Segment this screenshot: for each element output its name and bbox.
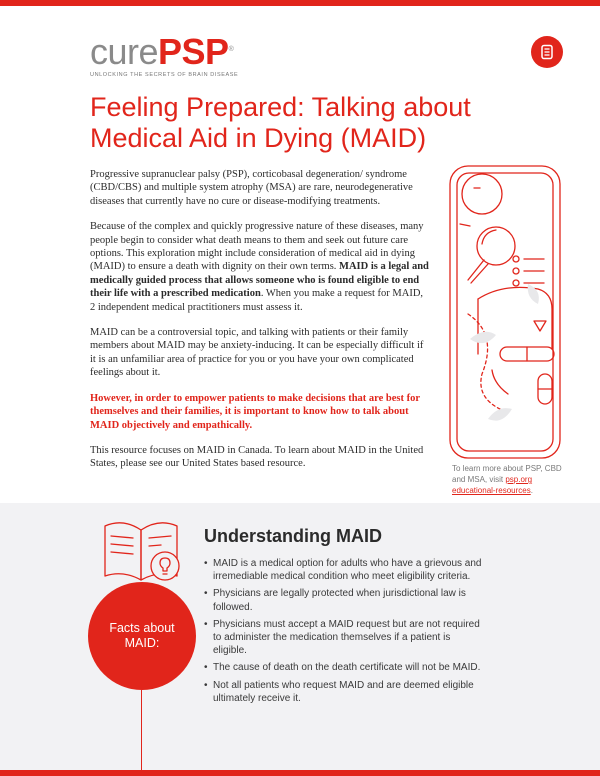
menu-button[interactable] <box>531 36 563 68</box>
list-item: • MAID is a medical option for adults who have a grievous and irremediable medical condition who meet eligibility criteria. <box>204 557 486 583</box>
facts-badge: Facts about MAID: <box>88 582 196 690</box>
list-item: • Physicians must accept a MAID request but are not required to administer the medication themselves if a patient is eligible. <box>204 618 486 658</box>
list-item: • Not all patients who request MAID and are deemed eligible ultimately receive it. <box>204 679 486 705</box>
bottom-accent-bar <box>0 770 600 776</box>
logo-tagline: UNLOCKING THE SECRETS OF BRAIN DISEASE <box>90 72 239 78</box>
top-accent-bar <box>0 0 600 6</box>
page-title: Feeling Prepared: Talking about Medical Aid in Dying (MAID) <box>90 92 471 153</box>
intro-paragraph-1: Progressive supranuclear palsy (PSP), corticobasal degeneration/ syndrome (CBD/CBS) and multiple system atrophy (MSA) are rare, neurodegenerative diseases that currently have no cure or disease-modifying treatments. <box>90 169 413 207</box>
list-item: • Physicians are legally protected when jurisdictional law is followed. <box>204 587 486 613</box>
list-item: • The cause of death on the death certificate will not be MAID. <box>204 661 486 674</box>
menu-icon <box>539 44 555 60</box>
educational-resources-link[interactable]: educational-resources <box>452 486 531 495</box>
facts-list <box>204 557 486 709</box>
side-note: To learn more about PSP, CBD and MSA, visit psp.org educational-resources. <box>452 464 562 495</box>
intro-paragraph-emphasis: However, in order to empower patients to make decisions that are best for themselves and their families, it is important to know how to talk about MAID objectively and empathically. <box>90 392 420 431</box>
intro-paragraph-3: MAID can be a controversial topic, and talking with patients or their family members about MAID may be anxiety-inducing. It can be especially difficult if it is an unfamiliar area of practice for you or you have your own complicated feelings about it. <box>90 327 424 379</box>
phone-health-illustration-icon <box>448 164 562 460</box>
intro-paragraph-2: Because of the complex and quickly progressive nature of these diseases, many people begin to consider what death means to them and seek out future care options. This exploration might include consideration of medical aid in dying (MAID) to ensure a death with dignity on their own terms. MAID is a legal and medically guided process that allows someone who is found eligible to end their life with a prescribed medication. When you make a request for MAID, 2 independent medical practitioners must assess it. <box>90 221 429 313</box>
badge-connector-line <box>141 690 142 770</box>
curepsp-logo[interactable] <box>90 32 238 78</box>
psp-org-link[interactable]: psp.org <box>505 475 533 484</box>
intro-body <box>90 168 430 483</box>
logo-wordmark: curePSP® <box>90 31 234 72</box>
intro-paragraph-5: This resource focuses on MAID in Canada. To learn about MAID in the United States, please see our United States based resource. <box>90 444 424 470</box>
book-lightbulb-icon <box>103 516 183 592</box>
section-title-understanding-maid: Understanding MAID <box>204 526 382 546</box>
